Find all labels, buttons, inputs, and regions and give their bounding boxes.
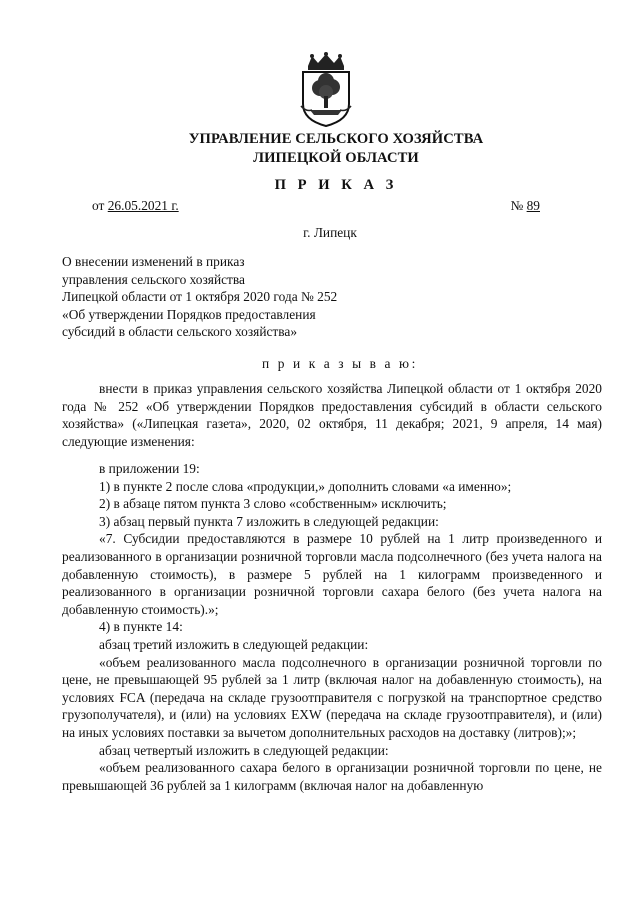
document-number [510, 197, 540, 215]
amendments [62, 460, 602, 794]
order-word: п р и к а з ы в а ю: [262, 356, 418, 371]
amendment-item-4: 4) в пункте 14: [99, 619, 183, 635]
body-text [62, 380, 602, 450]
appendix-line: в приложении 19: [99, 461, 200, 476]
subject-line: «Об утверждении Порядков предоставления [62, 306, 316, 322]
date-value: 26.05.2021 г. [107, 198, 179, 213]
organization-name: УПРАВЛЕНИЕ СЕЛЬСКОГО ХОЗЯЙСТВА [188, 131, 484, 147]
amendment-item-1: 1) в пункте 2 после слова «продукции,» дополнить словами «а именно»; [99, 478, 512, 494]
amendment-item-4a-text: «объем реализованного масла подсолнечного в организации розничной торговли по цене, не превышающей 95 рублей за 1 литр (включая налог на добавленную стоимость), на условиях FCA (передача на складе грузоотправителя с погрузкой на транспортное средство грузополучателя), и (или) на условиях EXW (передача на складе грузоотправителя), и (или) на иных условиях поставки за вычетом дополнительных расходов на доставку (литров);»; [62, 654, 602, 740]
date-prefix: от [92, 198, 105, 213]
document-type: П Р И К А З [274, 177, 398, 193]
amendment-item-4a: абзац третий изложить в следующей редакции: [99, 636, 369, 652]
document-date [92, 197, 179, 215]
amendment-item-2: 2) в абзаце пятом пункта 3 слово «собственным» исключить; [99, 496, 447, 512]
amendment-item-4b-text: «объем реализованного сахара белого в организации розничной торговли по цене, не превышающей 36 рублей за 1 килограмм (включая налог на добавленную [62, 760, 602, 793]
subject-line: О внесении изменений в приказ [62, 254, 245, 269]
intro-paragraph: внести в приказ управления сельского хозяйства Липецкой области от 1 октября 2020 года № 252 «Об утверждении Порядков предоставления субсидий в области сельского хозяйства» («Липецкая газета», 2020, 02 октября, 11 декабря; 2021, 9 апреля, 14 мая) следующие изменения: [62, 381, 602, 449]
city: г. Липецк [303, 225, 357, 240]
coat-of-arms-icon [298, 52, 354, 128]
subject-line: субсидий в области сельского хозяйства» [62, 324, 298, 340]
amendment-item-4b: абзац четвертый изложить в следующей редакции: [99, 742, 389, 758]
document-subject [62, 253, 422, 341]
number-value: 89 [526, 198, 540, 213]
subject-line: Липецкой области от 1 октября 2020 года № 252 [62, 289, 338, 305]
amendment-item-3: 3) абзац первый пункта 7 изложить в следующей редакции: [99, 513, 439, 529]
organization-region: ЛИПЕЦКОЙ ОБЛАСТИ [253, 150, 419, 166]
subject-line: управления сельского хозяйства [62, 271, 245, 287]
number-prefix: № [510, 198, 524, 213]
amendment-item-3-text: «7. Субсидии предоставляются в размере 10 рублей на 1 литр произведенного и реализованного в организации розничной торговли масла подсолнечного (без учета налога на добавленную стоимость), в размере 5 рублей на 1 килограмм произведенного и реализованного в организации розничной торговли сахара белого (без учета налога на добавленную стоимость).»; [62, 531, 602, 617]
